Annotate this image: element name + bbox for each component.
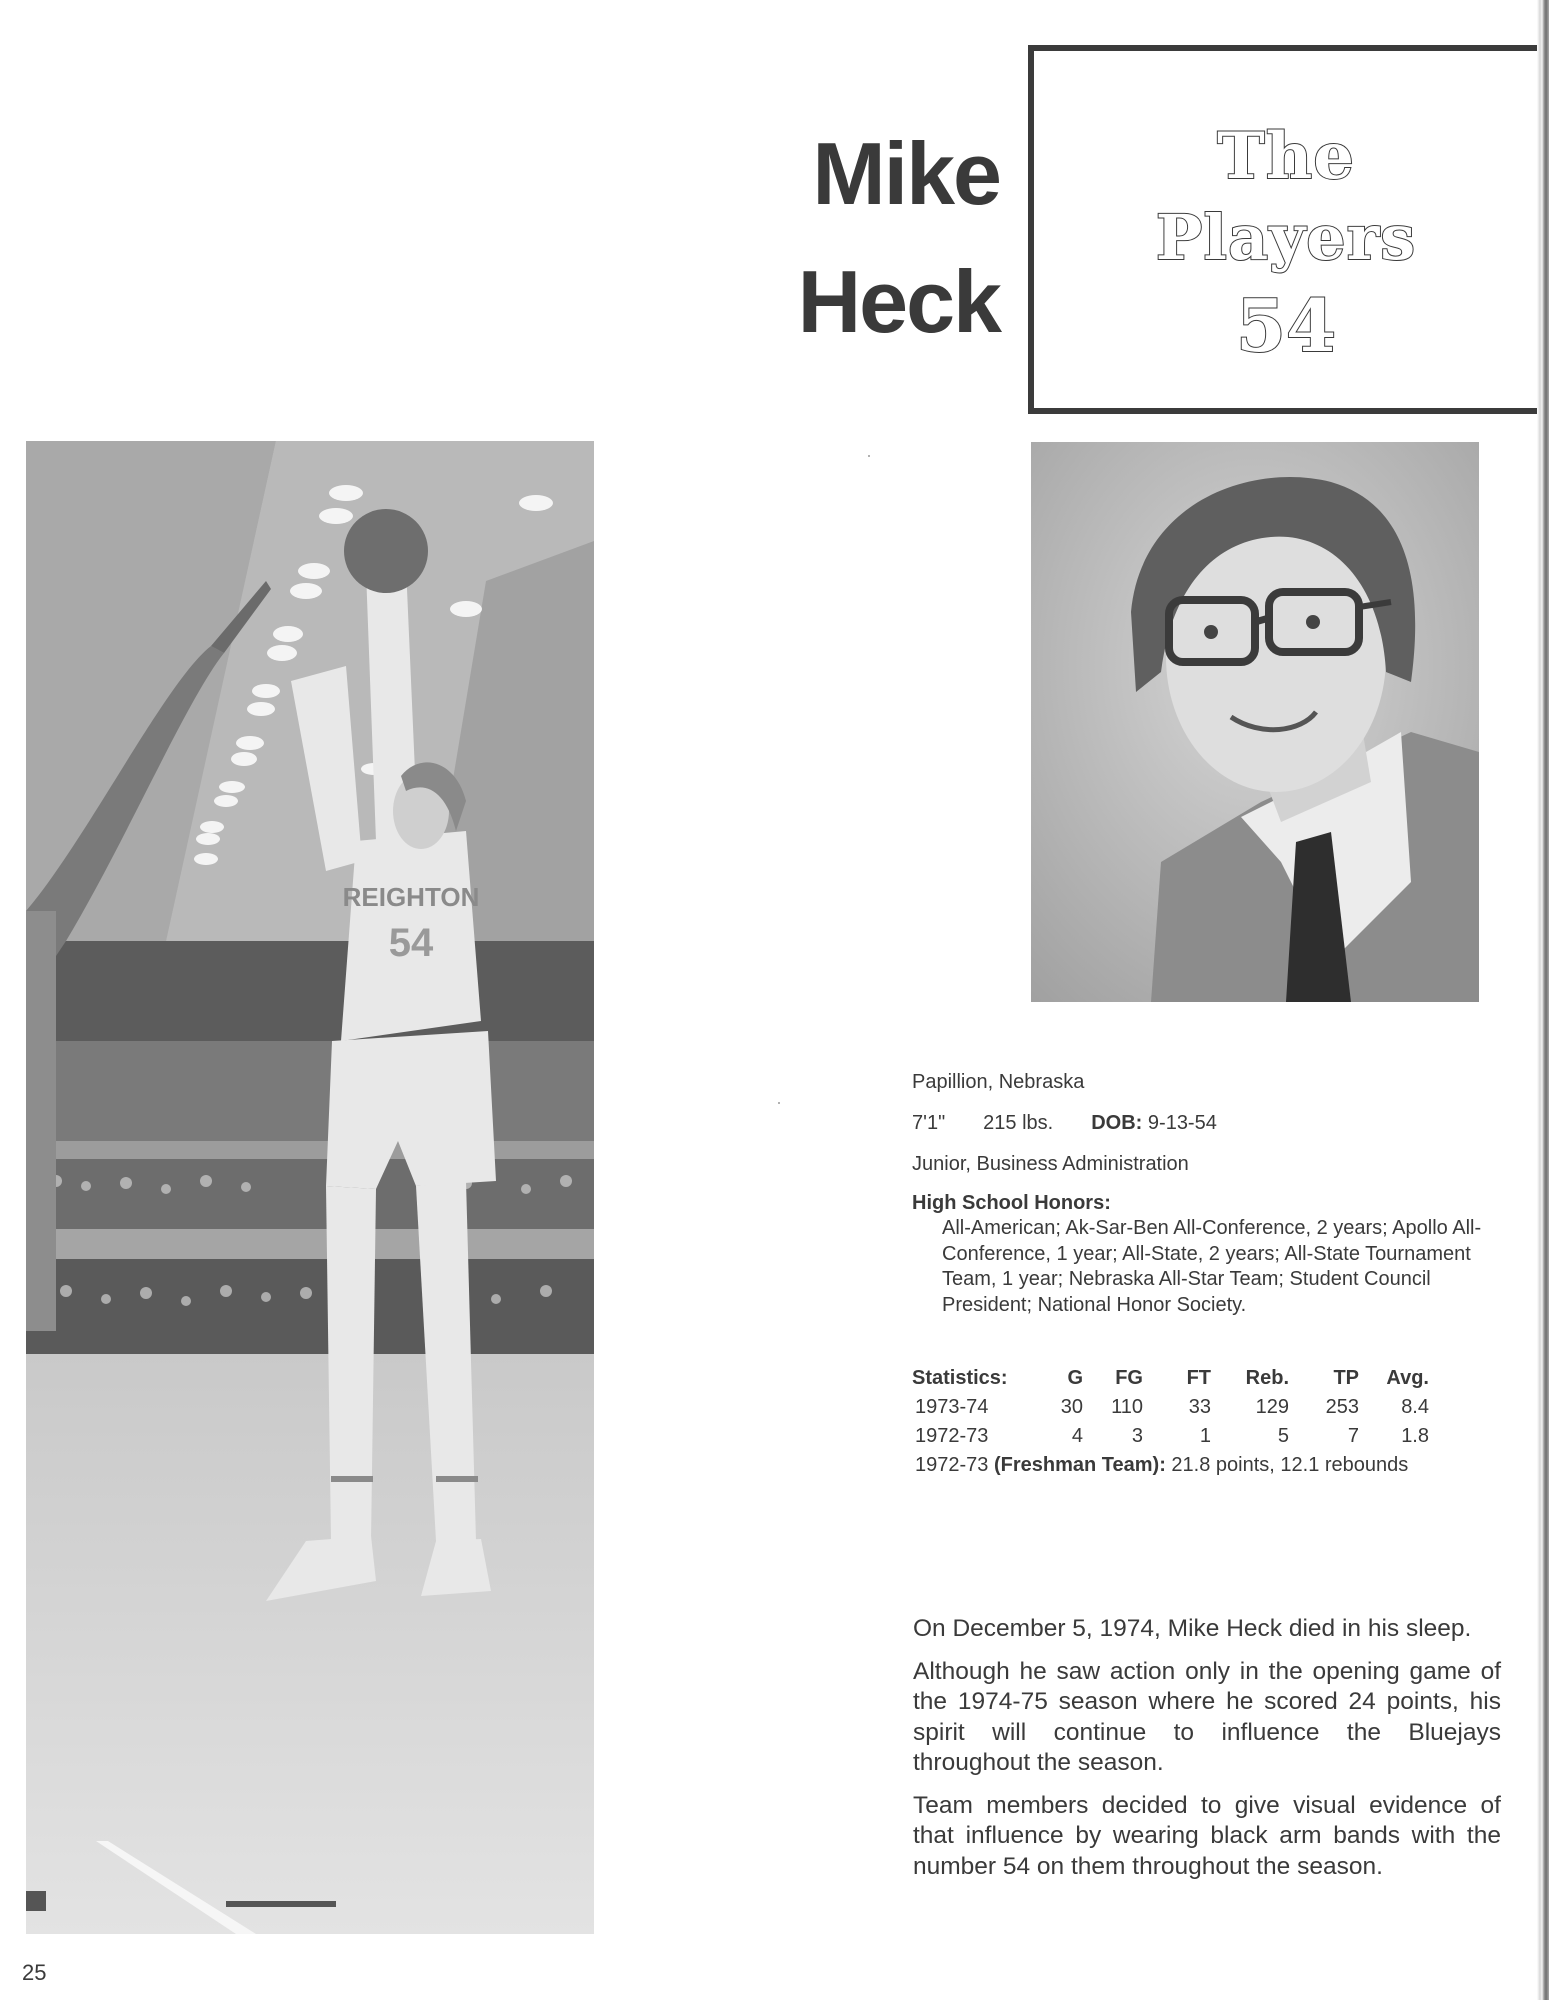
action-photo-illustration <box>26 441 594 1934</box>
memorial-paragraph: Team members decided to give visual evidence of that influence by wearing black arm bands with the number 54 on them throughout the season. <box>913 1791 1501 1880</box>
games-cell: 30 <box>1060 1396 1083 1418</box>
svg-text:54: 54 <box>388 921 434 965</box>
col-header-fg: FG <box>1115 1367 1143 1389</box>
hometown: Papillion, Nebraska <box>912 1071 1085 1093</box>
fg-cell: 110 <box>1111 1396 1143 1418</box>
honors-text: All-American; Ak-Sar-Ben All-Conference, 2 years; Apollo All-Conference, 1 year; All-State, 2 years; All-State Tournament Team, 1 year; Nebraska All-Star Team; Student Council President; National Honor Society. <box>942 1217 1482 1316</box>
freshman-season: 1972-73 <box>915 1454 989 1476</box>
dob-label: DOB: <box>1091 1112 1143 1134</box>
fg-cell: 3 <box>1131 1425 1143 1447</box>
statistics-title: Statistics: <box>912 1367 1008 1389</box>
action-photo <box>26 441 594 1934</box>
section-title-line-1: The <box>1217 119 1355 194</box>
statistics-header-row <box>912 1364 1429 1393</box>
reb-cell: 129 <box>1255 1396 1289 1418</box>
tp-cell: 253 <box>1325 1396 1359 1418</box>
col-header-ft: FT <box>1186 1367 1211 1389</box>
svg-text:REIGHTON: REIGHTON <box>342 882 480 912</box>
weight-value: 215 lbs. <box>983 1112 1054 1134</box>
ft-cell: 33 <box>1188 1396 1211 1418</box>
honors-title: High School Honors: <box>912 1192 1111 1214</box>
portrait-illustration <box>1031 442 1479 1002</box>
col-header-g: G <box>1067 1367 1083 1389</box>
memorial-paragraph: On December 5, 1974, Mike Heck died in his sleep. <box>913 1615 1472 1642</box>
page-number: 25 <box>22 1960 47 1985</box>
memorial-text <box>913 1614 1501 1894</box>
height-value: 7'1" <box>912 1112 946 1134</box>
avg-cell: 1.8 <box>1401 1425 1429 1447</box>
avg-cell: 8.4 <box>1401 1396 1429 1418</box>
freshman-value: 21.8 points, 12.1 rebounds <box>1171 1454 1409 1476</box>
table-row <box>912 1422 1429 1451</box>
section-title-box <box>1028 45 1538 414</box>
jersey-number: 54 <box>1235 283 1337 368</box>
scan-speck <box>868 455 870 457</box>
table-row <box>912 1393 1429 1422</box>
freshman-label: (Freshman Team): <box>993 1454 1166 1476</box>
class-major: Junior, Business Administration <box>912 1153 1189 1175</box>
reb-cell: 5 <box>1277 1425 1289 1447</box>
memorial-paragraph: Although he saw action only in the opening game of the 1974-75 season where he scored 24 points, his spirit will continue to influence the Bluejays throughout the season. <box>913 1657 1501 1776</box>
first-name: Mike <box>812 124 1000 223</box>
freshman-stats-line <box>915 1451 1408 1480</box>
page-gutter <box>1537 0 1549 2000</box>
tp-cell: 7 <box>1347 1425 1359 1447</box>
player-name-heading <box>700 110 1000 366</box>
statistics-table <box>912 1364 1429 1451</box>
season-cell: 1973-74 <box>915 1396 989 1418</box>
games-cell: 4 <box>1071 1425 1083 1447</box>
ft-cell: 1 <box>1199 1425 1211 1447</box>
col-header-tp: TP <box>1333 1367 1359 1389</box>
col-header-reb: Reb. <box>1245 1367 1289 1389</box>
scan-speck <box>778 1102 780 1104</box>
section-title-line-2: Players <box>1155 201 1417 274</box>
season-cell: 1972-73 <box>915 1425 989 1447</box>
last-name: Heck <box>797 252 1000 351</box>
portrait-photo <box>1031 442 1479 1002</box>
vitals-line <box>912 1108 1512 1149</box>
player-bio <box>912 1067 1512 1318</box>
col-header-avg: Avg. <box>1386 1367 1429 1389</box>
dob-value: 9-13-54 <box>1147 1112 1217 1134</box>
